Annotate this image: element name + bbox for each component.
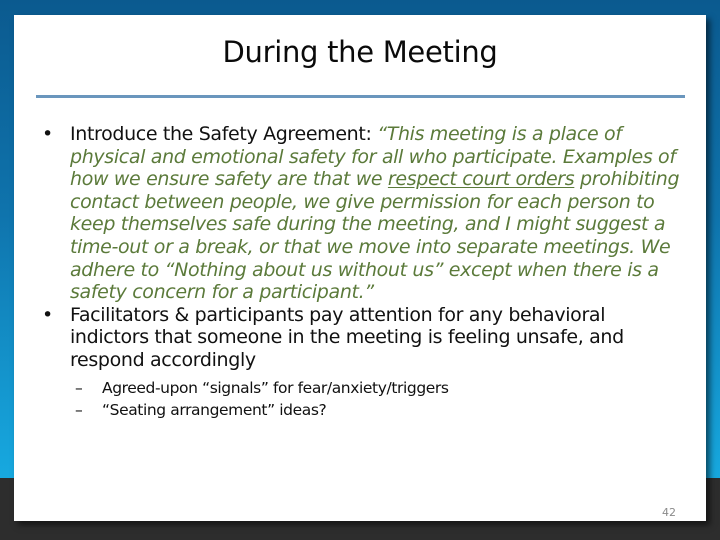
page-number: 42 [662,506,676,519]
quote-text-part2: prohibiting contact between people, we give permission for each person to keep themselves safe during the meeting, and I might suggest a time-out or a break, or that we move into separate meetings. We adhere to “Nothing about us without us” except when there is a safety concern for a participant.” [70,168,680,304]
bullet-text: Facilitators & participants pay attention for any behavioral indictors that someone in the meeting is feeling unsafe, and respond accordingly [70,303,624,371]
title-divider [36,95,685,98]
quote-underlined-text: respect court orders [387,168,575,191]
bullet-marker: • [42,123,53,145]
bullet-lead-text: Introduce the Safety Agreement: [70,123,378,145]
sub-bullet-text: “Seating arrangement” ideas? [102,400,327,419]
dash-marker: – [75,400,83,419]
bullet-marker: • [42,303,53,326]
safety-agreement-quote [70,123,679,303]
slide-content [0,123,720,421]
quote-text-part1: “This meeting is a place of physical and emotional safety for all who participate. Examples of how we ensure safety are that we [70,123,676,191]
bullet-safety-agreement [0,123,720,304]
slide-title: During the Meeting [222,35,498,69]
sub-bullet-list [0,377,720,421]
sub-bullet-text: Agreed-upon “signals” for fear/anxiety/triggers [102,378,449,397]
sub-bullet-seating [0,399,720,421]
sub-bullet-signals [0,377,720,399]
dash-marker: – [75,378,83,397]
bullet-facilitators [0,304,720,372]
